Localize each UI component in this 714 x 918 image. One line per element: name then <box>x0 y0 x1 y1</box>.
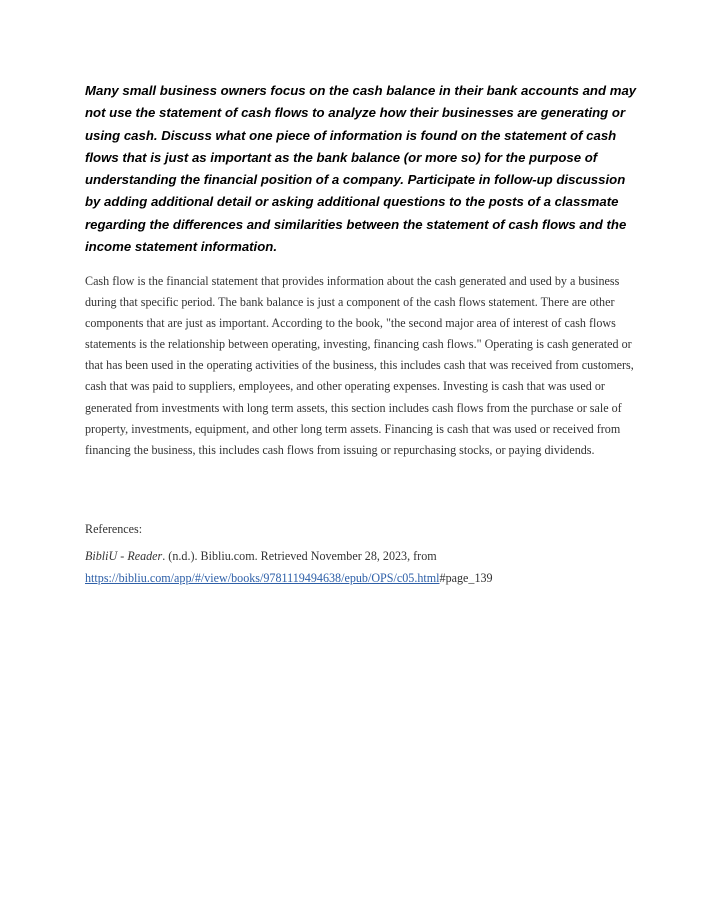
references-heading: References: <box>85 522 143 536</box>
response-paragraph: Cash flow is the financial statement that provides information about the cash generated and used by a business during that specific period. The bank balance is just a component of the cash flows statement. There are other components that are just as important. According to the book, "the second major area of interest of cash flows statements is the relationship between operating, investing, financing cash flows." Operating is cash generated or that has been used in the operating activities of the business, this includes cash that was received from customers, cash that was paid to suppliers, employees, and other operating expenses. Investing is cash that was used or generated from investments with long term assets, this section includes cash flows from the purchase or sale of property, investments, equipment, and other long term assets. Financing is cash that was used or received from financing the business, this includes cash flows from issuing or repurchasing stocks, or paying dividends. <box>85 274 634 457</box>
reference-link[interactable]: https://bibliu.com/app/#/view/books/9781119494638/epub/OPS/c05.html <box>85 570 440 585</box>
discussion-prompt: Many small business owners focus on the cash balance in their bank accounts and may not use the statement of cash flows to analyze how their businesses are generating or using cash. Discuss what one piece of information is found on the statement of cash flows that is just as important as the bank balance (or more so) for the purpose of understanding the financial position of a company. Participate in follow-up discussion by adding additional detail or asking additional questions to the posts of a classmate regarding the differences and similarities between the statement of cash flows and the income statement information. <box>85 83 637 255</box>
reference-link-suffix: #page_139 <box>439 570 493 585</box>
reference-details: . (n.d.). Bibliu.com. Retrieved November 28, 2023, from <box>162 549 437 563</box>
reference-entry <box>85 546 637 589</box>
reference-title: BibliU - Reader <box>85 549 163 563</box>
